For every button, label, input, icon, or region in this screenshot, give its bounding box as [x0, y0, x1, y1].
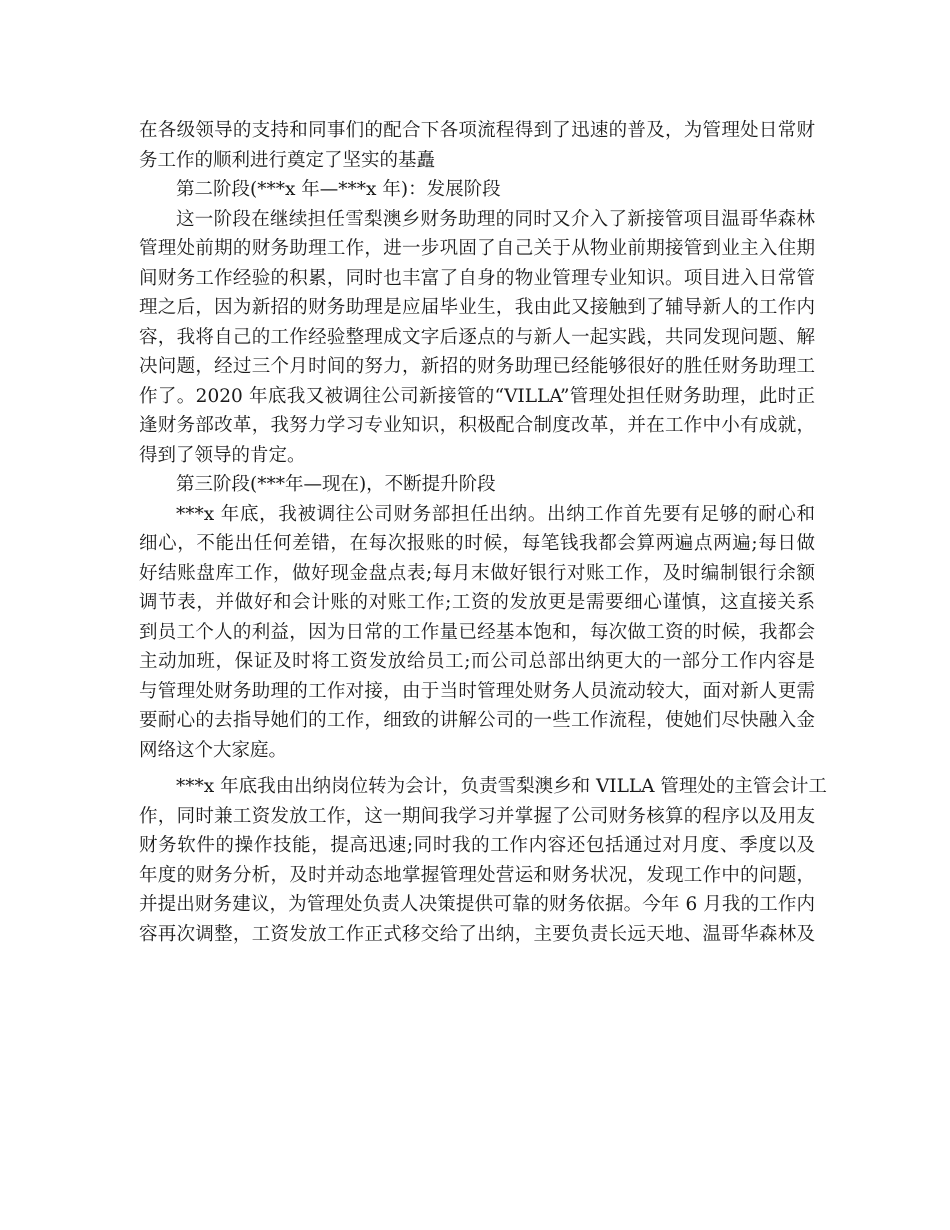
paragraph-line: 理之后，因为新招的财务助理是应届毕业生，我由此又接触到了辅导新人的工作内	[139, 297, 815, 318]
paragraph-line: 到员工个人的利益，因为日常的工作量已经基本饱和，每次做工资的时候，我都会	[139, 621, 815, 643]
section-heading: 第二阶段(***x 年—***x 年)：发展阶段	[176, 179, 501, 200]
paragraph-line: 在各级领导的支持和同事们的配合下各项流程得到了迅速的普及，为管理处日常财	[139, 120, 815, 141]
paragraph-line: 作，同时兼工资发放工作，这一期间我学习并掌握了公司财务核算的程序以及用友	[139, 805, 815, 827]
paragraph-line: 作了。2020 年底我又被调往公司新接管的“VILLA”管理处担任财务助理，此时正	[139, 385, 815, 407]
document-body	[139, 116, 827, 949]
paragraph-line: 细心，不能出任何差错，在每次报账的时候，每笔钱我都会算两遍点两遍;每日做	[139, 533, 815, 554]
paragraph-line: 与管理处财务助理的工作对接，由于当时管理处财务人员流动较大，面对新人更需	[139, 680, 815, 702]
paragraph-line: 这一阶段在继续担任雪梨澳乡财务助理的同时又介入了新接管项目温哥华森林	[176, 208, 815, 230]
paragraph-line: 得到了领导的肯定。	[139, 444, 306, 466]
paragraph-line: 管理处前期的财务助理工作，进一步巩固了自己关于从物业前期接管到业主入住期	[139, 238, 815, 259]
paragraph-line: 容再次调整，工资发放工作正式移交给了出纳，主要负责长远天地、温哥华森林及	[139, 923, 815, 945]
paragraph-line: 逢财务部改革，我努力学习专业知识，积极配合制度改革，并在工作中小有成就，	[139, 415, 815, 436]
paragraph-line: 网络这个大家庭。	[139, 739, 288, 761]
paragraph-line: 调节表，并做好和会计账的对账工作;工资的发放更是需要细心谨慎，这直接关系	[139, 592, 815, 613]
paragraph-line: 决问题，经过三个月时间的努力，新招的财务助理已经能够很好的胜任财务助理工	[139, 356, 815, 377]
paragraph-line: 财务软件的操作技能，提高迅速;同时我的工作内容还包括通过对月度、季度以及	[139, 835, 815, 856]
paragraph-line: 主动加班，保证及时将工资发放给员工;而公司总部出纳更大的一部分工作内容是	[139, 651, 815, 672]
paragraph-line: 并提出财务建议，为管理处负责人决策提供可靠的财务依据。今年 6 月我的工作内	[139, 894, 815, 915]
paragraph-line: ***x 年底我由出纳岗位转为会计，负责雪梨澳乡和 VILLA 管理处的主管会计工	[176, 776, 827, 797]
paragraph-line: 年度的财务分析，及时并动态地掌握管理处营运和财务状况，发现工作中的问题，	[139, 864, 815, 886]
paragraph-line: 容，我将自己的工作经验整理成文字后逐点的与新人一起实践，共同发现问题、解	[139, 326, 815, 348]
paragraph-line: 间财务工作经验的积累，同时也丰富了自身的物业管理专业知识。项目进入日常管	[139, 267, 815, 289]
paragraph-line: 务工作的顺利进行奠定了坚实的基矗	[139, 149, 436, 171]
paragraph-line: 好结账盘库工作，做好现金盘点表;每月末做好银行对账工作，及时编制银行余额	[139, 562, 815, 584]
paragraph-line: ***x 年底，我被调往公司财务部担任出纳。出纳工作首先要有足够的耐心和	[176, 503, 815, 525]
section-heading: 第三阶段(***年—现在)，不断提升阶段	[176, 474, 496, 495]
paragraph-line: 要耐心的去指导她们的工作，细致的讲解公司的一些工作流程，使她们尽快融入金	[139, 710, 815, 731]
